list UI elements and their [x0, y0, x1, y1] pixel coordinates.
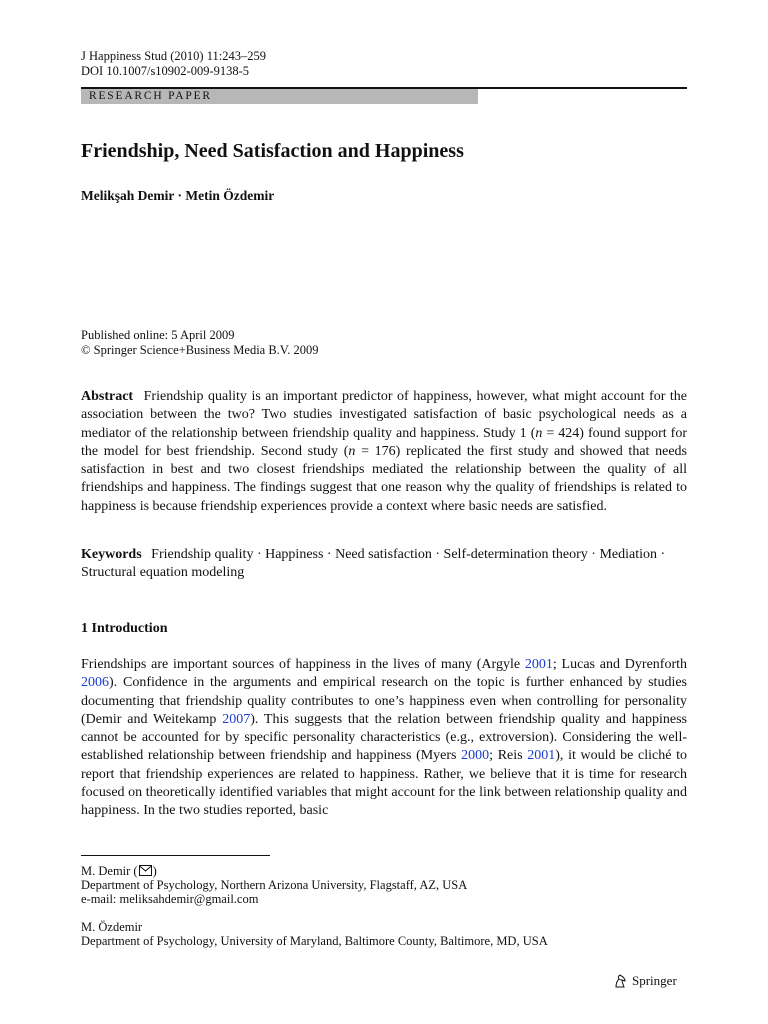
publisher-name: Springer — [632, 973, 677, 988]
abstract-n-symbol: n — [535, 425, 543, 441]
journal-reference: J Happiness Stud (2010) 11:243–259 — [81, 49, 266, 63]
publisher-logo — [612, 973, 677, 989]
keywords — [81, 546, 687, 583]
footnote-author-2: M. Özdemir — [81, 920, 143, 934]
introduction-paragraph — [81, 656, 687, 821]
citation-link[interactable]: 2007 — [222, 711, 251, 727]
section-heading: 1 Introduction — [81, 621, 168, 636]
doi: DOI 10.1007/s10902-009-9138-5 — [81, 64, 250, 78]
intro-text: Friendships are important sources of happiness in the lives of many (Argyle — [81, 657, 525, 672]
citation-link[interactable]: 2001 — [527, 748, 556, 764]
intro-text: ), it would be cliché to report that friendship experiences are related to happiness. Rather, we believe that it is time for research focused on theoretically identified variables that might account for the link between relationship quality and happiness. In the two studies reported, basic — [81, 748, 688, 819]
footnote-author-1-name: M. Demir ( — [81, 864, 138, 878]
footnote-rule — [81, 855, 270, 856]
paper-title: Friendship, Need Satisfaction and Happiness — [81, 140, 464, 162]
footnote-author-1-close: ) — [152, 864, 157, 878]
authors: Melikşah Demir · Metin Özdemir — [81, 188, 275, 203]
article-type-bar — [81, 89, 478, 104]
abstract-n-symbol: n — [348, 443, 356, 459]
footnote-author-1 — [81, 864, 157, 879]
abstract — [81, 388, 687, 516]
intro-text: ). Confidence in the arguments and empirical research on the topic is further enhanced by studies documenting that friendship quality contributes to one’s happiness even when controlling for personality (Demir and Weitekamp — [81, 675, 687, 727]
intro-text: ; Reis — [489, 748, 528, 764]
abstract-label: Abstract — [81, 389, 134, 404]
footnote-affiliation-2: Department of Psychology, University of Maryland, Baltimore County, Baltimore, MD, USA — [81, 934, 548, 948]
keywords-text: Friendship quality · Happiness · Need satisfaction · Self-determination theory · Mediation · Structural equation modeling — [81, 547, 666, 581]
footnote-email: e-mail: meliksahdemir@gmail.com — [81, 892, 259, 906]
citation-link[interactable]: 2006 — [81, 675, 109, 691]
article-type: RESEARCH PAPER — [89, 90, 212, 102]
intro-text: ). This suggests that the relation between friendship quality and happiness cannot be accounted for by specific personality characteristics (e.g., extroversion). Considering the well-established relationship between friendship and happiness (Myers — [81, 711, 687, 764]
springer-horse-icon — [612, 973, 628, 989]
citation-link[interactable]: 2000 — [461, 748, 490, 764]
citation-link[interactable]: 2001 — [524, 657, 553, 672]
abstract-text: Friendship quality is an important predictor of happiness, however, what might account for the association between the two? Two studies investigated satisfaction of basic psychological needs as a mediator of the relationship between friendship quality and happiness. Study 1 ( — [81, 389, 688, 441]
envelope-icon — [139, 865, 152, 876]
abstract-text: = 176) replicated the first study and showed that needs satisfaction in best and two closest friendships mediated the relationship between the quality of all friendships and happiness. The findings suggest that one reason why the quality of friendships is related to happiness is because friendship experiences provide a context where basic needs are satisfied. — [81, 443, 687, 514]
published-date: Published online: 5 April 2009 — [81, 328, 235, 342]
footnote-affiliation-1: Department of Psychology, Northern Arizona University, Flagstaff, AZ, USA — [81, 878, 468, 892]
copyright: © Springer Science+Business Media B.V. 2009 — [81, 343, 319, 357]
keywords-label: Keywords — [81, 547, 142, 562]
intro-text: ; Lucas and Dyrenforth — [552, 657, 688, 672]
abstract-text: = 424) found support for the model for best friendship. Second study ( — [81, 425, 687, 459]
